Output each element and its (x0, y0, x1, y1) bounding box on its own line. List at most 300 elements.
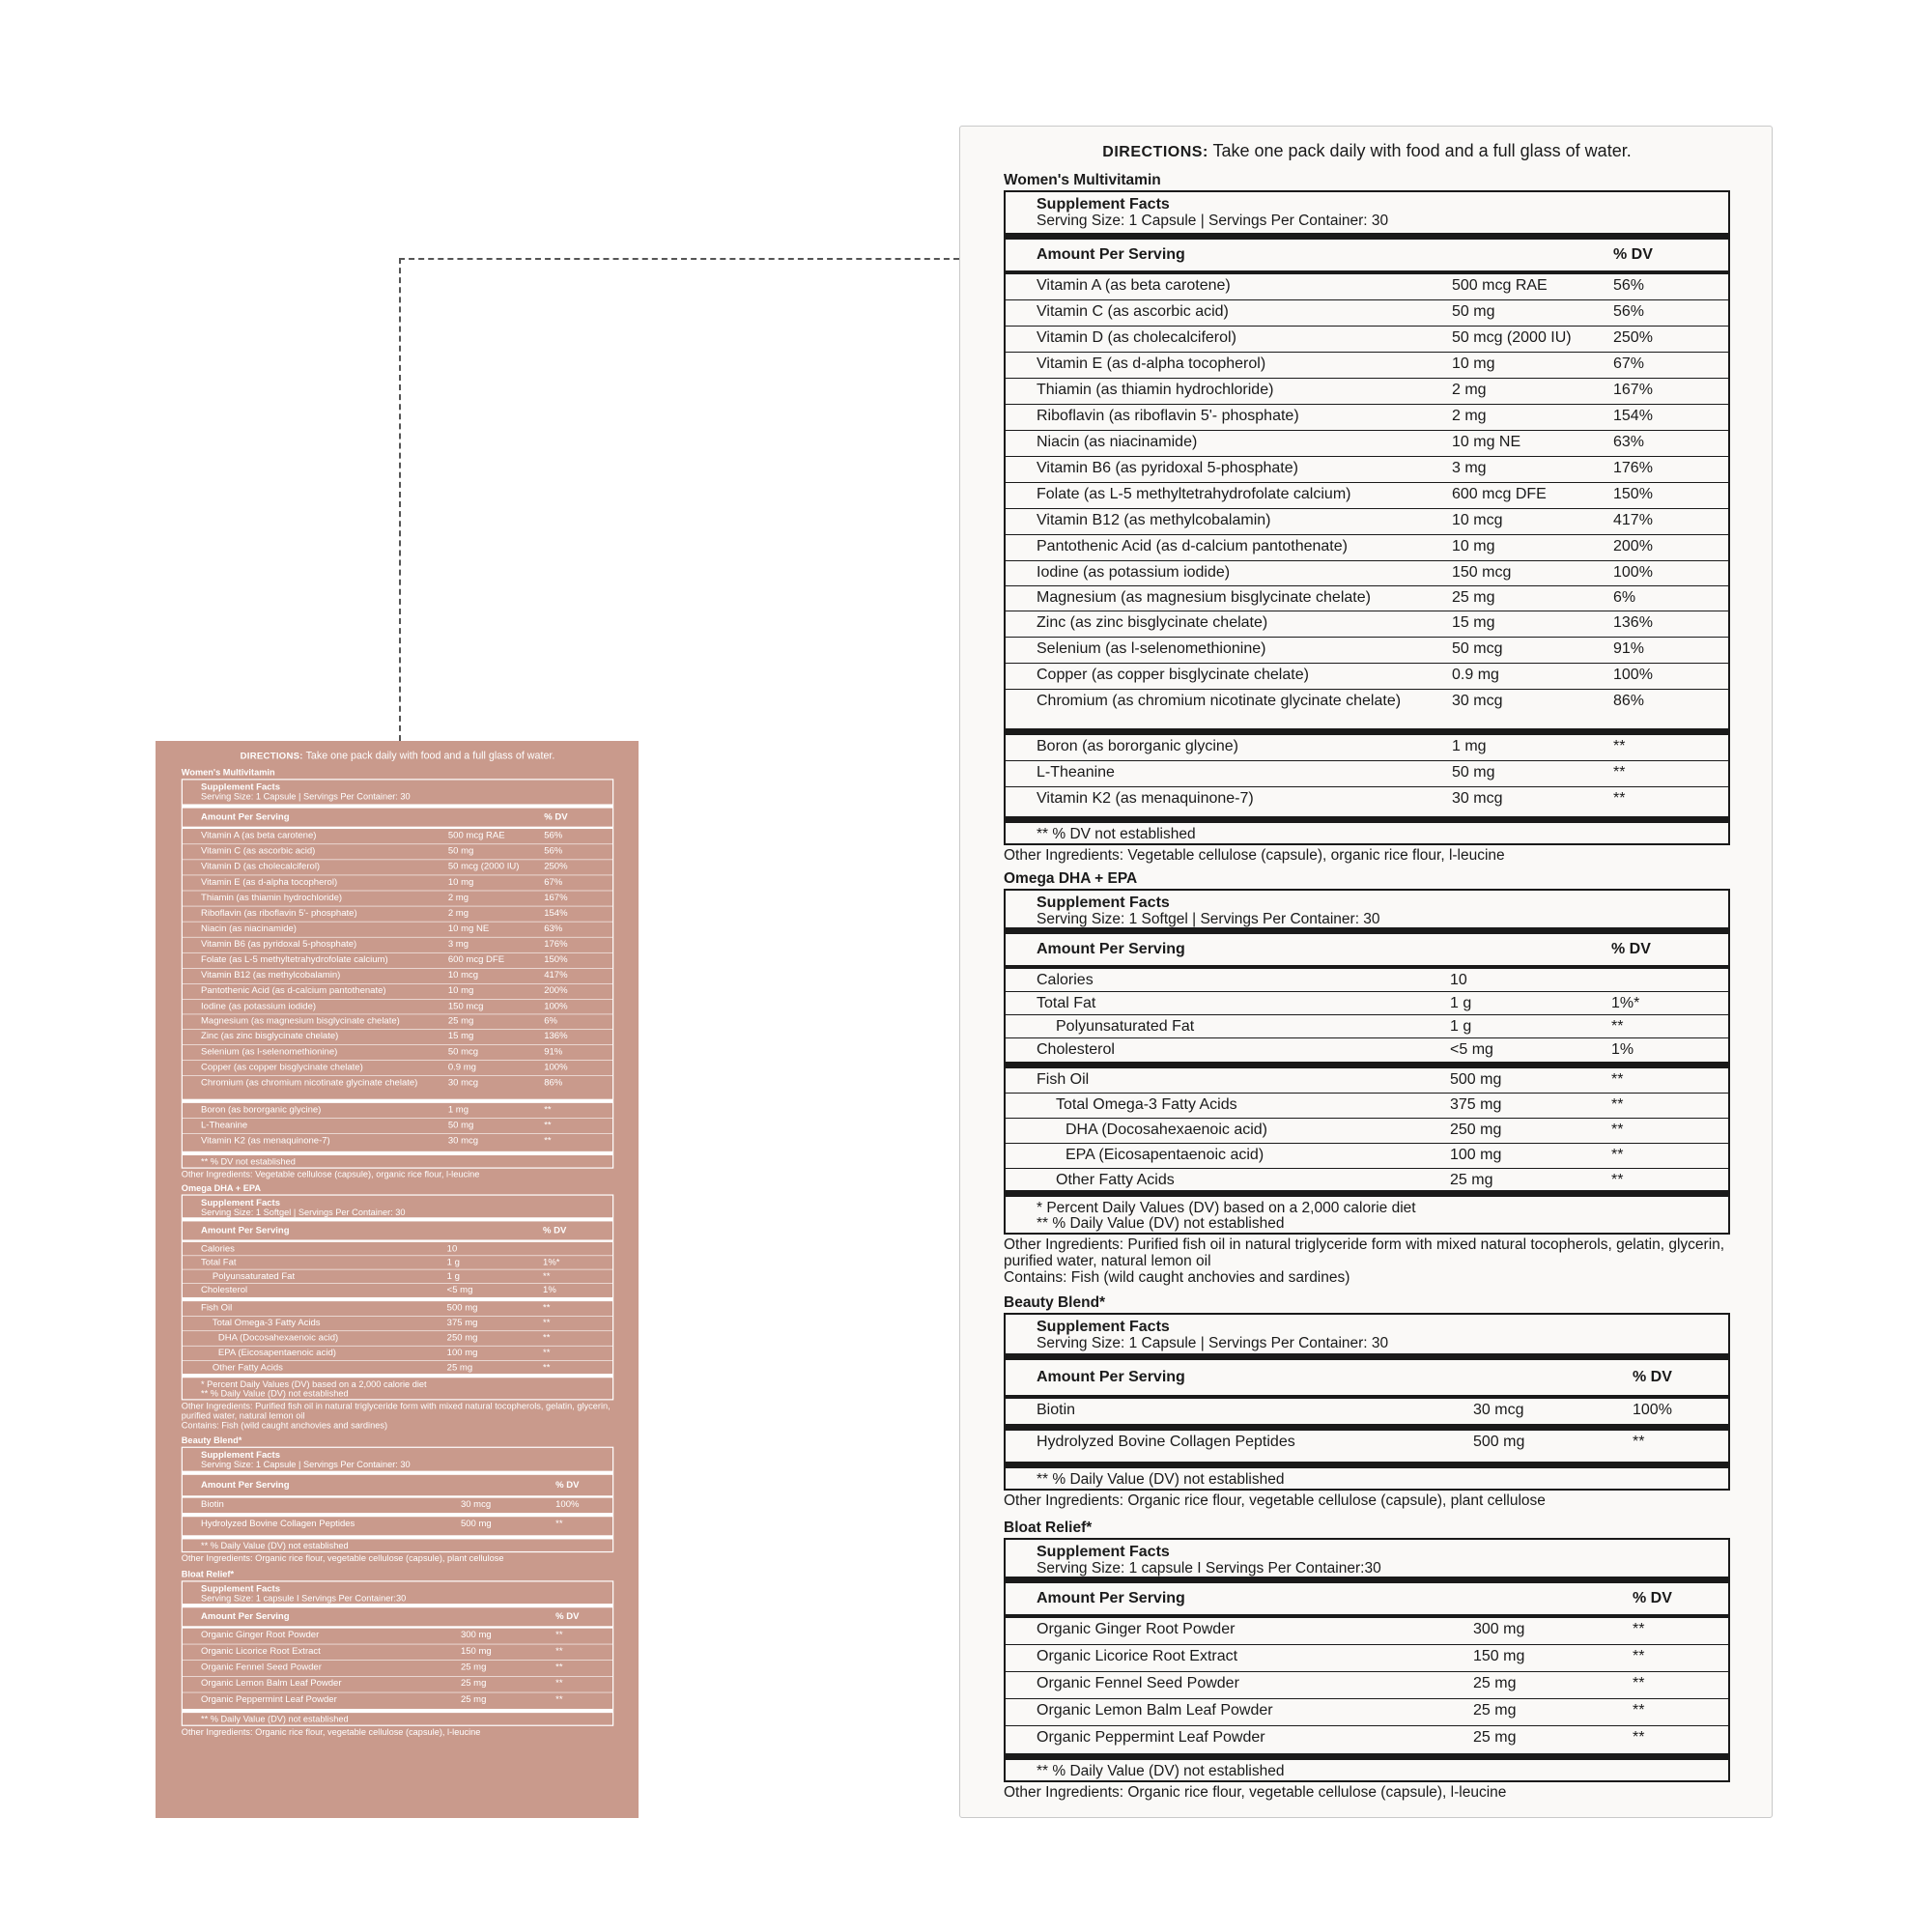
nutrient-name: Selenium (as l-selenomethionine) (201, 1046, 338, 1057)
nutrient-row (1006, 638, 1728, 664)
nutrient-row (183, 1045, 612, 1061)
nutrient-amount: 1 g (1450, 1018, 1472, 1035)
nutrient-name: Organic Licorice Root Extract (1037, 1648, 1238, 1664)
nutrient-row (1006, 483, 1728, 509)
nutrient-dv: ** (1611, 1122, 1624, 1138)
thick-rule (1006, 1753, 1728, 1760)
nutrient-row (1006, 300, 1728, 327)
nutrient-row (183, 937, 612, 952)
nutrient-amount: 150 mg (460, 1646, 492, 1657)
nutrient-name: Thiamin (as thiamin hydrochloride) (201, 893, 343, 903)
nutrient-row (1006, 1094, 1728, 1119)
nutrient-row (1006, 1038, 1728, 1062)
footnote-line: ** % Daily Value (DV) not established (1037, 1471, 1285, 1488)
product-title: Bloat Relief* (181, 1569, 235, 1580)
nutrient-amount: 50 mg (1452, 303, 1495, 320)
nutrient-row (1006, 586, 1728, 611)
other-ingredients-line: Other Ingredients: Vegetable cellulose (capsule), organic rice flour, l-leucine (1004, 847, 1505, 864)
nutrient-dv: 100% (544, 1062, 568, 1072)
other-ingredients (182, 1402, 613, 1431)
nutrient-dv: ** (543, 1302, 551, 1314)
nutrient-amount: 15 mg (447, 1031, 474, 1041)
thick-rule (1006, 233, 1728, 240)
nutrient-amount: 300 mg (1473, 1621, 1525, 1637)
nutrient-dv: 136% (1613, 614, 1653, 631)
supplement-facts-box (182, 779, 613, 1168)
nutrient-name: DHA (Docosahexaenoic acid) (217, 1332, 339, 1343)
nutrient-amount: 600 mcg DFE (1452, 486, 1547, 502)
nutrient-dv: 417% (1613, 512, 1653, 528)
footnotes (183, 1539, 612, 1550)
product-section (1004, 1519, 1730, 1801)
nutrient-row (1006, 1618, 1728, 1645)
nutrient-dv: 200% (544, 985, 568, 996)
supplement-facts-box (182, 1194, 613, 1400)
nutrient-dv: ** (1613, 764, 1626, 781)
nutrient-row (183, 1301, 612, 1316)
nutrient-dv: 250% (544, 861, 568, 872)
nutrient-dv: 86% (1613, 693, 1645, 709)
nutrient-dv: 56% (544, 830, 563, 840)
nutrient-name: Organic Licorice Root Extract (201, 1646, 321, 1657)
nutrient-name: Iodine (as potassium iodide) (201, 1001, 317, 1011)
nutrient-name: Riboflavin (as riboflavin 5'- phosphate) (1037, 408, 1299, 424)
column-header-row (1006, 240, 1728, 270)
other-ingredients-line: Other Ingredients: Organic rice flour, vegetable cellulose (capsule), l-leucine (1004, 1784, 1507, 1801)
nutrient-amount: 0.9 mg (1452, 667, 1499, 683)
nutrient-amount: 3 mg (1452, 460, 1487, 476)
nutrient-dv: ** (1611, 1147, 1624, 1163)
nutrient-name: Vitamin E (as d-alpha tocopherol) (201, 877, 338, 888)
nutrient-name: Niacin (as niacinamide) (201, 923, 297, 934)
nutrient-amount: 500 mcg RAE (1452, 277, 1548, 294)
thick-rule (1006, 1062, 1728, 1068)
product-title: Beauty Blend* (1004, 1294, 1106, 1311)
facts-title: Supplement Facts (201, 781, 281, 792)
nutrient-row (1006, 1015, 1728, 1038)
nutrient-name: Folate (as L-5 methyltetrahydrofolate calcium) (201, 954, 388, 965)
nutrient-row (1006, 457, 1728, 483)
nutrient-row (1006, 969, 1728, 992)
nutrient-name: Vitamin B12 (as methylcobalamin) (201, 970, 341, 980)
nutrient-row (1006, 431, 1728, 457)
other-ingredients (1004, 1784, 1730, 1801)
nutrient-amount: 10 (446, 1243, 458, 1254)
nutrient-row (1006, 735, 1728, 761)
thick-rule (1006, 1462, 1728, 1468)
nutrient-amount: 10 mg NE (1452, 434, 1521, 450)
nutrient-row (1006, 561, 1728, 586)
nutrient-row (183, 922, 612, 937)
nutrient-dv: 100% (1613, 667, 1653, 683)
footnote-line: ** % DV not established (201, 1156, 296, 1167)
column-header-row (183, 1475, 612, 1495)
other-ingredients (182, 1553, 613, 1563)
facts-title: Supplement Facts (201, 1198, 281, 1208)
directions-text: Take one pack daily with food and a full glass of water. (1212, 141, 1632, 160)
nutrient-dv: 200% (1613, 538, 1653, 554)
nutrient-amount: <5 mg (446, 1285, 473, 1295)
nutrient-amount: 3 mg (447, 939, 469, 950)
serving-info: Serving Size: 1 capsule I Servings Per Container:30 (201, 1593, 407, 1605)
nutrient-name: Organic Ginger Root Powder (201, 1630, 320, 1640)
nutrient-name: EPA (Eicosapentaenoic acid) (1065, 1147, 1264, 1163)
nutrient-row (1006, 1169, 1728, 1190)
nutrient-amount: 1 g (446, 1257, 460, 1268)
amount-per-serving-heading: Amount Per Serving (201, 1225, 290, 1236)
nutrient-name: Thiamin (as thiamin hydrochloride) (1037, 382, 1274, 398)
nutrient-amount: 10 mcg (447, 970, 479, 980)
facts-header (183, 1196, 612, 1218)
product-title: Omega DHA + EPA (1004, 870, 1138, 887)
nutrient-name: Biotin (201, 1499, 224, 1510)
other-ingredients-line: Other Ingredients: Organic rice flour, vegetable cellulose (capsule), plant cellulose (1004, 1492, 1546, 1509)
nutrient-dv: 100% (544, 1001, 568, 1011)
nutrient-amount: 2 mg (447, 908, 469, 919)
nutrient-dv: ** (544, 1104, 552, 1115)
nutrient-amount: 25 mg (1473, 1675, 1517, 1691)
zoomed-content (960, 127, 1774, 1801)
nutrient-dv: ** (543, 1362, 551, 1373)
nutrient-dv: ** (1613, 790, 1626, 807)
nutrient-dv: 417% (544, 970, 568, 980)
product-section (1004, 869, 1730, 1286)
nutrient-row (1006, 327, 1728, 353)
nutrient-name: Biotin (1037, 1402, 1076, 1418)
nutrient-dv: 67% (544, 877, 563, 888)
facts-title: Supplement Facts (1037, 1319, 1170, 1335)
nutrient-dv: 100% (1633, 1402, 1672, 1418)
nutrient-dv: 56% (544, 845, 563, 856)
nutrient-name: Fish Oil (1037, 1071, 1090, 1088)
nutrient-amount: 150 mcg (447, 1001, 484, 1011)
nutrient-amount: 1 mg (447, 1104, 469, 1115)
supplement-facts-box (1004, 190, 1730, 845)
nutrient-amount: 500 mg (446, 1302, 478, 1314)
nutrient-dv: ** (1633, 1702, 1645, 1719)
nutrient-amount: 375 mg (446, 1318, 478, 1328)
other-ingredients-line: Other Ingredients: Organic rice flour, vegetable cellulose (capsule), l-leucine (181, 1727, 481, 1738)
nutrient-name: Magnesium (as magnesium bisglycinate chelate) (201, 1016, 400, 1027)
nutrient-amount: 10 mg (1452, 538, 1495, 554)
product-section (182, 1569, 613, 1737)
nutrient-dv: ** (543, 1271, 551, 1282)
supplement-facts-box (1004, 1313, 1730, 1491)
nutrient-row (183, 1517, 612, 1535)
nutrient-name: Vitamin A (as beta carotene) (201, 830, 317, 840)
amount-per-serving-heading: Amount Per Serving (1037, 1590, 1185, 1606)
nutrient-name: Vitamin K2 (as menaquinone-7) (201, 1135, 330, 1146)
product-title: Omega DHA + EPA (181, 1183, 262, 1194)
footnote-line: * Percent Daily Values (DV) based on a 2,000 calorie diet (201, 1379, 427, 1390)
nutrient-amount: 30 mcg (447, 1135, 479, 1146)
nutrient-amount: 25 mg (1473, 1729, 1517, 1746)
nutrient-dv: 167% (544, 893, 568, 903)
thick-rule (1006, 1424, 1728, 1431)
nutrient-amount: 30 mcg (1473, 1402, 1524, 1418)
thick-rule (1006, 1353, 1728, 1360)
directions-line (156, 750, 639, 761)
nutrient-name: Vitamin D (as cholecalciferol) (201, 861, 321, 872)
nutrient-dv: 150% (1613, 486, 1653, 502)
nutrient-row (183, 1256, 612, 1269)
footnote-line: ** % DV not established (1037, 826, 1196, 842)
amount-per-serving-heading: Amount Per Serving (1037, 1369, 1185, 1385)
nutrient-dv: 6% (544, 1016, 557, 1027)
nutrient-name: Vitamin K2 (as menaquinone-7) (1037, 790, 1254, 807)
nutrient-name: Vitamin B6 (as pyridoxal 5-phosphate) (1037, 460, 1298, 476)
nutrient-dv: 67% (1613, 355, 1645, 372)
amount-per-serving-heading: Amount Per Serving (1037, 246, 1185, 263)
nutrient-amount: 30 mcg (460, 1499, 492, 1510)
nutrient-row (183, 1361, 612, 1374)
nutrient-name: Other Fatty Acids (1056, 1172, 1175, 1188)
thick-rule (1006, 1190, 1728, 1197)
nutrient-dv: 56% (1613, 277, 1645, 294)
thick-rule (1006, 1577, 1728, 1583)
nutrient-row (183, 953, 612, 969)
dv-heading: % DV (1633, 1590, 1672, 1606)
nutrient-amount: 25 mg (1473, 1702, 1517, 1719)
nutrient-row (1006, 1726, 1728, 1753)
other-ingredients-line: Other Ingredients: Organic rice flour, vegetable cellulose (capsule), plant cellulose (181, 1553, 504, 1564)
footnotes (183, 1378, 612, 1399)
facts-header (183, 1581, 612, 1604)
dv-heading: % DV (543, 1225, 567, 1236)
nutrient-amount: 250 mg (1450, 1122, 1502, 1138)
other-ingredients (1004, 1236, 1730, 1286)
nutrient-dv: ** (1633, 1621, 1645, 1637)
nutrient-amount: 100 mg (446, 1348, 478, 1358)
column-header-row (183, 809, 612, 827)
nutrient-amount: 0.9 mg (447, 1062, 476, 1072)
nutrient-amount: 1 mg (1452, 738, 1487, 754)
nutrient-dv: 154% (544, 908, 568, 919)
nutrient-name: Total Omega-3 Fatty Acids (212, 1318, 321, 1328)
nutrient-dv: ** (1611, 1096, 1624, 1113)
nutrient-dv: ** (1633, 1675, 1645, 1691)
nutrient-dv: 154% (1613, 408, 1653, 424)
nutrient-row (1006, 1399, 1728, 1424)
nutrient-row (183, 984, 612, 1000)
nutrient-dv: 1%* (543, 1257, 560, 1268)
product-title: Women's Multivitamin (1004, 172, 1161, 188)
nutrient-dv: 136% (544, 1031, 568, 1041)
nutrient-dv: ** (555, 1519, 563, 1529)
dv-heading: % DV (1611, 941, 1651, 957)
nutrient-amount: 10 (1450, 972, 1467, 988)
nutrient-row (183, 1000, 612, 1014)
footnotes (183, 1713, 612, 1724)
nutrient-row (183, 1284, 612, 1297)
nutrient-name: Boron (as bororganic glycine) (201, 1104, 322, 1115)
nutrient-dv: ** (543, 1332, 551, 1343)
nutrient-row (1006, 1144, 1728, 1169)
footnote-line: ** % Daily Value (DV) not established (1037, 1215, 1285, 1232)
nutrient-row (183, 1269, 612, 1283)
serving-info: Serving Size: 1 Softgel | Servings Per Container: 30 (201, 1208, 406, 1218)
nutrient-row (183, 1103, 612, 1119)
other-ingredients-line: Contains: Fish (wild caught anchovies and sardines) (181, 1420, 388, 1431)
nutrient-name: Copper (as copper bisglycinate chelate) (1037, 667, 1309, 683)
nutrient-name: Vitamin A (as beta carotene) (1037, 277, 1231, 294)
nutrient-dv: ** (555, 1646, 563, 1657)
nutrient-row (183, 1629, 612, 1645)
nutrient-name: Vitamin C (as ascorbic acid) (201, 845, 316, 856)
thick-rule (1006, 816, 1728, 823)
facts-header (1006, 891, 1728, 927)
nutrient-name: Cholesterol (201, 1285, 248, 1295)
column-header-row (183, 1221, 612, 1239)
nutrient-dv: ** (555, 1662, 563, 1672)
directions-text: Take one pack daily with food and a full glass of water. (305, 749, 555, 761)
nutrient-name: Niacin (as niacinamide) (1037, 434, 1198, 450)
nutrient-dv: 1% (543, 1285, 556, 1295)
dv-heading: % DV (1613, 246, 1653, 263)
nutrient-name: Organic Peppermint Leaf Powder (201, 1694, 337, 1705)
nutrient-dv: ** (1633, 1648, 1645, 1664)
nutrient-row (183, 891, 612, 906)
nutrient-dv: 91% (1613, 640, 1645, 657)
nutrient-row (183, 875, 612, 891)
nutrient-name: Organic Peppermint Leaf Powder (1037, 1729, 1265, 1746)
dashed-connector-vertical (399, 258, 401, 741)
nutrient-name: Zinc (as zinc bisglycinate chelate) (1037, 614, 1268, 631)
nutrient-name: Boron (as bororganic glycine) (1037, 738, 1238, 754)
nutrient-amount: 25 mg (460, 1694, 487, 1705)
dv-heading: % DV (544, 811, 568, 822)
supplement-facts-box (1004, 1538, 1730, 1782)
nutrient-row (1006, 405, 1728, 431)
nutrient-name: Total Fat (201, 1257, 237, 1268)
nutrient-name: Organic Lemon Balm Leaf Powder (1037, 1702, 1273, 1719)
nutrient-dv: 1% (1611, 1041, 1634, 1058)
nutrient-amount: 1 g (1450, 995, 1472, 1011)
nutrient-row (183, 1692, 612, 1709)
nutrient-amount: 600 mcg DFE (447, 954, 505, 965)
facts-header (183, 1448, 612, 1471)
nutrient-amount: 30 mcg (447, 1077, 479, 1088)
nutrient-name: Pantothenic Acid (as d-calcium pantothenate) (201, 985, 386, 996)
nutrient-name: DHA (Docosahexaenoic acid) (1065, 1122, 1267, 1138)
facts-header (183, 780, 612, 804)
other-ingredients (182, 1170, 613, 1179)
nutrient-dv: 91% (544, 1046, 563, 1057)
nutrient-row (1006, 690, 1728, 728)
nutrient-dv: ** (544, 1135, 552, 1146)
nutrient-row (1006, 353, 1728, 379)
nutrient-amount: 150 mg (1473, 1648, 1525, 1664)
thick-rule (1006, 927, 1728, 934)
nutrient-dv: 150% (544, 954, 568, 965)
nutrient-name: Hydrolyzed Bovine Collagen Peptides (1037, 1434, 1295, 1450)
nutrient-amount: <5 mg (1450, 1041, 1493, 1058)
nutrient-name: Vitamin C (as ascorbic acid) (1037, 303, 1229, 320)
product-section (182, 1183, 613, 1431)
nutrient-dv: ** (1633, 1434, 1645, 1450)
nutrient-row (183, 1331, 612, 1346)
product-section (182, 767, 613, 1179)
footnotes (1006, 1760, 1728, 1780)
nutrient-dv: ** (555, 1630, 563, 1640)
nutrient-row (183, 1498, 612, 1513)
nutrient-row (183, 1134, 612, 1151)
nutrient-name: Fish Oil (201, 1302, 233, 1314)
nutrient-amount: 150 mcg (1452, 564, 1512, 581)
nutrient-row (183, 1317, 612, 1331)
nutrient-dv: ** (543, 1318, 551, 1328)
serving-info: Serving Size: 1 Capsule | Servings Per Container: 30 (201, 1460, 411, 1470)
nutrient-name: L-Theanine (201, 1120, 248, 1130)
nutrient-row (183, 1014, 612, 1029)
nutrient-row (183, 1119, 612, 1134)
nutrient-row (183, 1242, 612, 1256)
dv-heading: % DV (1633, 1369, 1672, 1385)
product-title: Women's Multivitamin (181, 767, 275, 779)
column-header-row (1006, 1360, 1728, 1395)
other-ingredients (182, 1727, 613, 1737)
nutrient-amount: 500 mg (1473, 1434, 1525, 1450)
nutrient-amount: 50 mcg (1452, 640, 1503, 657)
nutrient-dv: 176% (544, 939, 568, 950)
directions-label: DIRECTIONS: (1102, 144, 1208, 160)
serving-info: Serving Size: 1 Capsule | Servings Per Container: 30 (1037, 1335, 1389, 1351)
nutrient-name: Vitamin E (as d-alpha tocopherol) (1037, 355, 1266, 372)
nutrient-row (1006, 1699, 1728, 1726)
directions-line (960, 141, 1774, 161)
nutrient-dv: 100% (1613, 564, 1653, 581)
nutrient-dv: ** (1611, 1172, 1624, 1188)
nutrient-row (183, 906, 612, 922)
facts-title: Supplement Facts (201, 1450, 281, 1461)
nutrient-name: Iodine (as potassium iodide) (1037, 564, 1231, 581)
facts-title: Supplement Facts (201, 1583, 281, 1594)
footnote-line: ** % Daily Value (DV) not established (201, 1388, 349, 1399)
serving-info: Serving Size: 1 capsule I Servings Per Container:30 (1037, 1560, 1381, 1577)
label-thumbnail[interactable] (156, 741, 639, 1818)
nutrient-amount: 50 mg (447, 845, 474, 856)
nutrient-amount: 10 mg NE (447, 923, 490, 934)
nutrient-amount: 500 mcg RAE (447, 830, 505, 840)
nutrient-row (1006, 1672, 1728, 1699)
nutrient-dv: 1%* (1611, 995, 1640, 1011)
nutrient-dv: ** (555, 1678, 563, 1689)
nutrient-amount: 25 mg (446, 1362, 473, 1373)
nutrient-row (1006, 1068, 1728, 1094)
nutrient-row (183, 860, 612, 875)
nutrient-name: Organic Lemon Balm Leaf Powder (201, 1678, 342, 1689)
column-header-row (1006, 1583, 1728, 1614)
nutrient-name: Chromium (as chromium nicotinate glycinate chelate) (201, 1077, 418, 1088)
dv-heading: % DV (555, 1480, 580, 1491)
dashed-connector-horizontal (399, 258, 959, 260)
nutrient-row (183, 1644, 612, 1661)
nutrient-row (1006, 787, 1728, 816)
nutrient-dv: 6% (1613, 589, 1636, 606)
product-title: Beauty Blend* (181, 1435, 242, 1446)
nutrient-row (1006, 761, 1728, 787)
nutrient-name: L-Theanine (1037, 764, 1115, 781)
facts-title: Supplement Facts (1037, 196, 1170, 213)
nutrient-amount: 50 mg (447, 1120, 474, 1130)
nutrient-amount: 25 mg (447, 1016, 474, 1027)
nutrient-amount: 15 mg (1452, 614, 1495, 631)
footnotes (1006, 823, 1728, 843)
nutrient-name: Other Fatty Acids (212, 1362, 283, 1373)
nutrient-name: Vitamin D (as cholecalciferol) (1037, 329, 1236, 346)
nutrient-row (1006, 535, 1728, 561)
nutrient-name: Vitamin B12 (as methylcobalamin) (1037, 512, 1271, 528)
